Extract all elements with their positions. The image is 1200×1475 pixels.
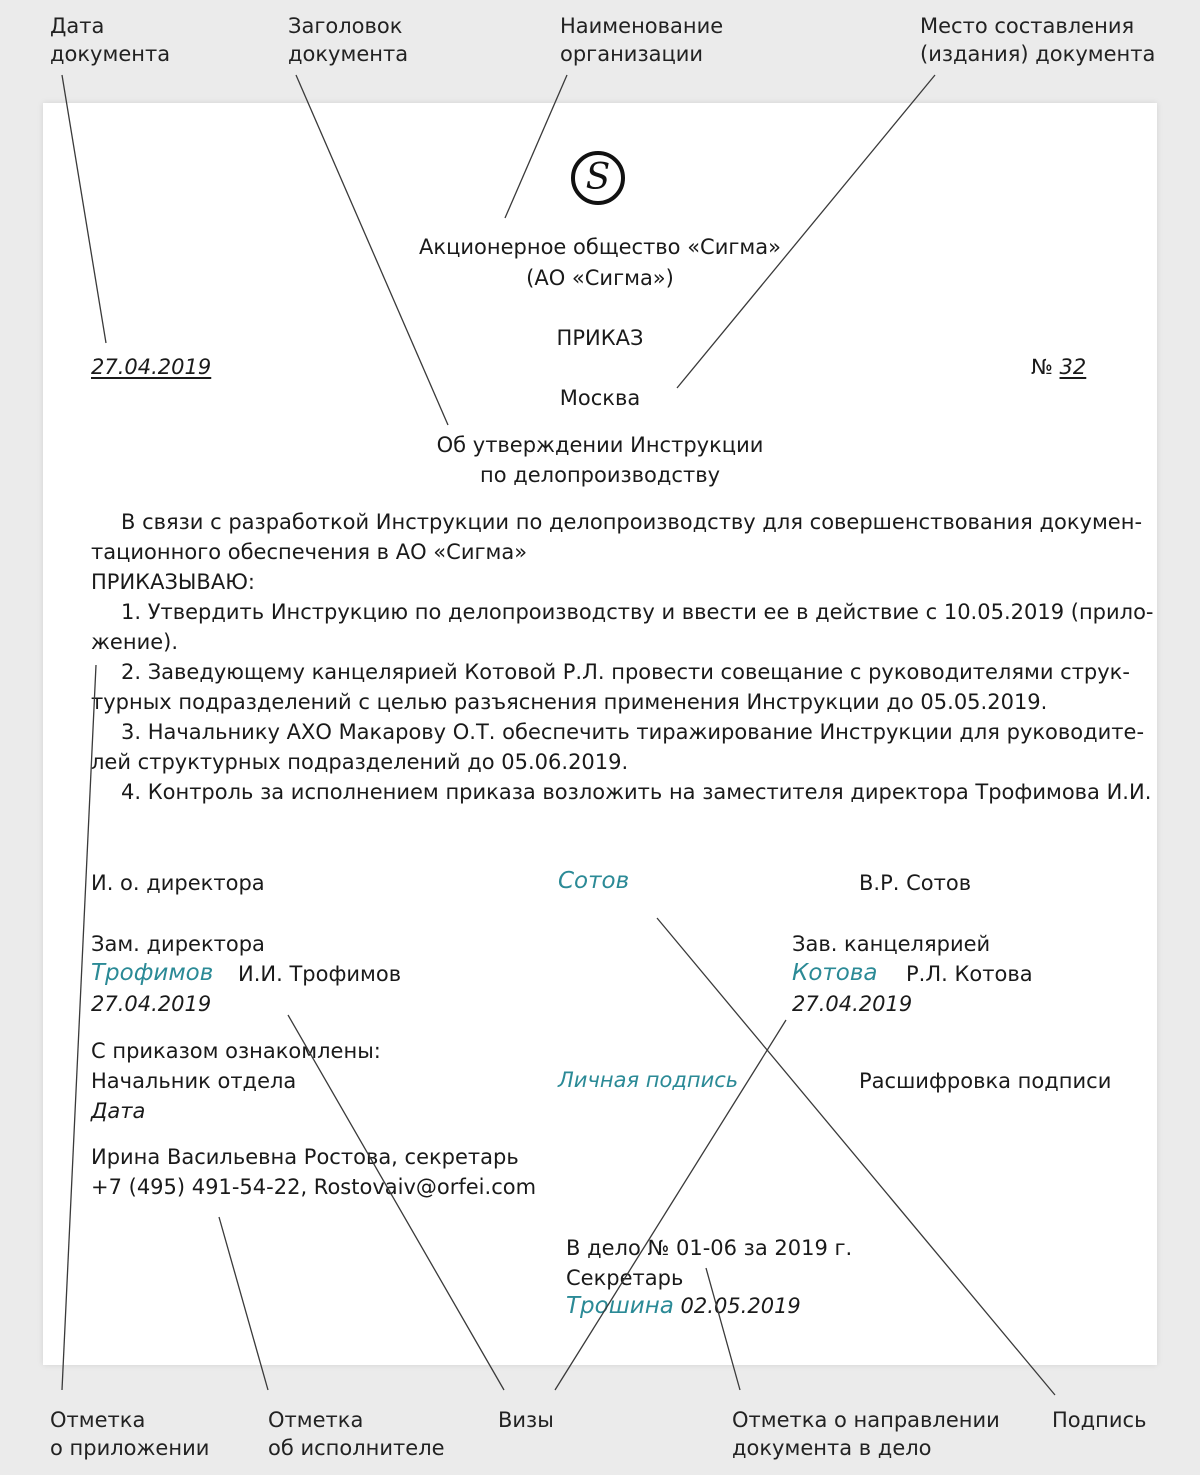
- callout-line: Отметка о направлении: [732, 1408, 1000, 1432]
- filing-secretary: Секретарь: [566, 1266, 684, 1290]
- filing-signature: Трошина: [566, 1293, 674, 1319]
- signature-decryption-label: Расшифровка подписи: [859, 1069, 1112, 1093]
- document-number: [1031, 352, 1086, 382]
- filing-signature-line: [566, 1291, 801, 1321]
- order-item-2: 2. Заведующему канцелярией Котовой Р.Л. провести совещание с руководителями струк-: [121, 660, 1130, 684]
- signatory-position: И. о. директора: [91, 871, 265, 895]
- callout-line: Наименование: [560, 14, 724, 38]
- personal-signature-label: Личная подпись: [558, 1068, 739, 1092]
- callout-attachment-mark: [50, 1406, 209, 1462]
- callout-visas: [498, 1406, 554, 1434]
- callout-line: Отметка: [268, 1408, 364, 1432]
- order-word: ПРИКАЗЫВАЮ:: [91, 570, 255, 594]
- org-full-name: Акционерное общество «Сигма»: [419, 235, 781, 259]
- visa-right-position: Зав. канцелярией: [792, 932, 991, 956]
- callout-line: Отметка: [50, 1408, 146, 1432]
- executor-contacts: +7 (495) 491-54-22, Rostovaiv@orfei.com: [91, 1175, 537, 1199]
- logo-letter: S: [585, 157, 611, 198]
- filing-mark: В дело № 01-06 за 2019 г.: [566, 1236, 853, 1260]
- executor-name: Ирина Васильевна Ростова, секретарь: [91, 1145, 519, 1169]
- order-item-4: 4. Контроль за исполнением приказа возложить на заместителя директора Трофимова И.И.: [121, 780, 1152, 804]
- sigma-logo-icon: [571, 151, 625, 205]
- callout-line: документа: [50, 42, 171, 66]
- callout-filing-mark: [732, 1406, 1000, 1462]
- visa-left-position: Зам. директора: [91, 932, 265, 956]
- visa-left-date: 27.04.2019: [91, 992, 212, 1016]
- preamble-line: В связи с разработкой Инструкции по делопроизводству для совершенствования докумен-: [121, 510, 1143, 534]
- acquaintance-position: Начальник отдела: [91, 1069, 297, 1093]
- callout-place: [920, 12, 1155, 68]
- org-short-name: (АО «Сигма»): [526, 266, 674, 290]
- callout-line: (издания) документа: [920, 42, 1156, 66]
- callout-line: документа: [288, 42, 409, 66]
- callout-line: документа в дело: [732, 1436, 932, 1460]
- callout-line: Подпись: [1052, 1408, 1147, 1432]
- callout-document-date: [50, 12, 170, 68]
- visa-right-date: 27.04.2019: [792, 992, 913, 1016]
- document-place: Москва: [559, 386, 641, 410]
- visa-left-signature: Трофимов: [91, 960, 214, 986]
- acquaintance-heading: С приказом ознакомлены:: [91, 1039, 381, 1063]
- order-item-2-cont: турных подразделений с целью разъяснения применения Инструкции до 05.05.2019.: [91, 690, 1048, 714]
- number-prefix: №: [1031, 355, 1053, 379]
- visa-left-name: И.И. Трофимов: [238, 962, 402, 986]
- order-item-3-cont: лей структурных подразделений до 05.06.2019.: [91, 750, 629, 774]
- document-title-line: по делопроизводству: [479, 463, 720, 487]
- visa-right-signature: Котова: [792, 960, 878, 986]
- document-type: ПРИКАЗ: [556, 326, 644, 350]
- order-item-1: 1. Утвердить Инструкцию по делопроизводству и ввести ее в действие с 10.05.2019 (прило-: [121, 600, 1154, 624]
- director-signature: Сотов: [558, 868, 630, 894]
- order-item-1-cont: жение).: [91, 630, 179, 654]
- visa-right-name: Р.Л. Котова: [906, 962, 1033, 986]
- preamble-line: тационного обеспечения в АО «Сигма»: [91, 540, 528, 564]
- callout-line: Заголовок: [288, 14, 403, 38]
- callout-line: об исполнителе: [268, 1436, 445, 1460]
- callout-organization-name: [560, 12, 723, 68]
- order-item-3: 3. Начальнику АХО Макарову О.Т. обеспечить тиражирование Инструкции для руководите-: [121, 720, 1145, 744]
- callout-signature: [1052, 1406, 1146, 1434]
- document-title-line: Об утверждении Инструкции: [436, 433, 764, 457]
- signatory-name: В.Р. Сотов: [859, 871, 972, 895]
- callout-line: Дата: [50, 14, 105, 38]
- callout-line: Место составления: [920, 14, 1135, 38]
- number-value: 32: [1059, 355, 1087, 379]
- callout-line: организации: [560, 42, 704, 66]
- callout-line: о приложении: [50, 1436, 210, 1460]
- callout-line: Визы: [498, 1408, 554, 1432]
- acquaintance-date-label: Дата: [91, 1099, 146, 1123]
- document-date: 27.04.2019: [91, 355, 212, 379]
- filing-date: 02.05.2019: [680, 1294, 801, 1318]
- callout-executor-mark: [268, 1406, 445, 1462]
- callout-document-title: [288, 12, 408, 68]
